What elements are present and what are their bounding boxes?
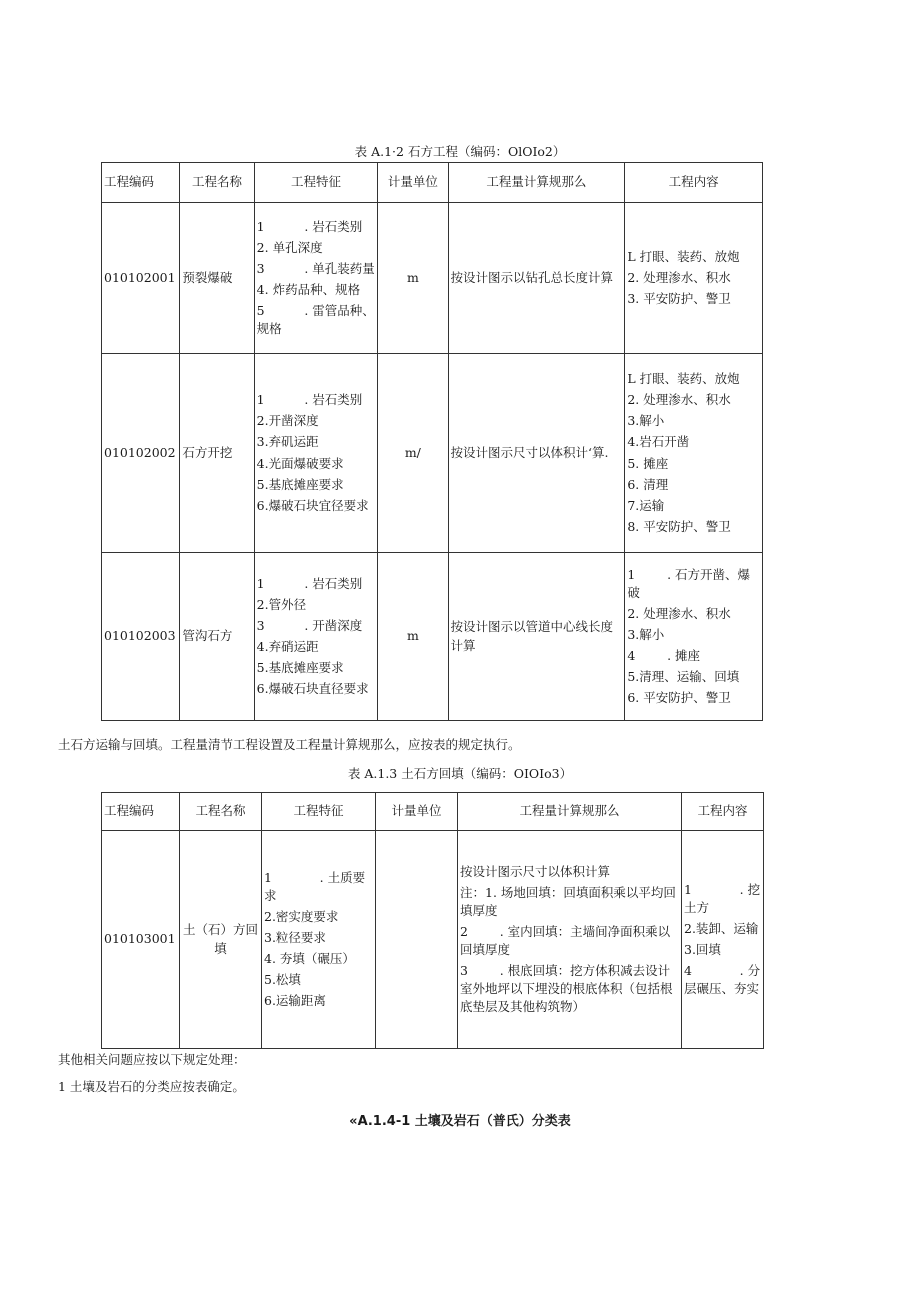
content-line: 3.解小: [627, 413, 665, 429]
header-features: 工程特征: [262, 793, 376, 831]
header-code: 工程编码: [102, 163, 180, 203]
header-content: 工程内容: [682, 793, 764, 831]
item-rule: 按设计图示以管道中心线长度计算: [448, 553, 625, 721]
item-features: [254, 553, 378, 721]
content-line: 5.清理、运输、回填: [627, 669, 740, 685]
rule-line: 3 . 根底回填：挖方体积减去设计室外地坪以下埋没的根底体积（包括根底垫层及其他构筑物）: [460, 963, 673, 1015]
feature-line: 5 . 雷管品种、规格: [256, 303, 375, 337]
item-contents: [625, 553, 763, 721]
feature-line: 1 . 土质要求: [264, 869, 366, 903]
item-code: 010102002: [102, 354, 180, 553]
feature-line: 6.运输距离: [264, 993, 326, 1009]
table3-caption: «A.1.4-1 土壤及岩石（普氏）分类表: [349, 1114, 571, 1129]
feature-line: 3.粒径要求: [264, 929, 326, 945]
item-code: 010103001: [102, 831, 180, 1049]
table-row: [102, 553, 763, 721]
item-unit: m: [378, 203, 448, 354]
content-line: 7.运输: [627, 497, 665, 513]
feature-line: 5.基底摊座要求: [256, 476, 344, 492]
header-rule: 工程量计算规那么: [458, 793, 682, 831]
table-row: [102, 831, 764, 1049]
header-code: 工程编码: [102, 793, 180, 831]
stone-works-table: [101, 162, 763, 721]
content-line: 6. 清理: [627, 476, 669, 492]
table2-caption: 表 A.1.3 土石方回填（编码：OIOIo3）: [347, 766, 573, 781]
rule-line: 注：1. 场地回填：回填面积乘以平均回填厚度: [460, 884, 676, 918]
item-features: [254, 203, 378, 354]
content-line: 4.岩石开凿: [627, 434, 690, 450]
item-name: 管沟石方: [180, 553, 254, 721]
rule-line: 按设计图示尺寸以体积计算: [460, 863, 611, 879]
backfill-table: [101, 792, 764, 1049]
content-line: 4 . 分层碾压、夯实: [684, 963, 761, 997]
header-unit: 计量单位: [376, 793, 458, 831]
feature-line: 3.弃矶运距: [256, 434, 319, 450]
item-contents: [625, 354, 763, 553]
item-contents: [625, 203, 763, 354]
item-unit: m/: [378, 354, 448, 553]
paragraph-transport: 土石方运输与回填。工程量清节工程设置及工程量计算规那么，应按表的规定执行。: [58, 737, 521, 752]
feature-line: 4.弃硝运距: [256, 639, 319, 654]
feature-line: 3 . 开凿深度: [256, 617, 363, 633]
feature-line: 2.密实度要求: [264, 908, 339, 924]
item-name: 石方开挖: [180, 354, 254, 553]
content-line: 2.装卸、运输: [684, 920, 759, 936]
item-unit: [376, 831, 458, 1049]
item-code: 010102003: [102, 553, 180, 721]
paragraph-other-issues: 其他相关问题应按以下规定处理：: [58, 1052, 246, 1067]
content-line: 6. 平安防护、警卫: [627, 690, 731, 706]
content-line: 2. 处理渗水、积水: [627, 392, 731, 408]
content-line: 2. 处理渗水、积水: [627, 269, 731, 285]
feature-line: 6.爆破石块宜径要求: [256, 497, 369, 513]
feature-line: 2.管外径: [256, 596, 307, 612]
content-line: 2. 处理渗水、积水: [627, 605, 731, 621]
content-line: L 打眼、装药、放炮: [627, 248, 740, 264]
content-line: 8. 平安防护、警卫: [627, 518, 731, 534]
content-line: L 打眼、装药、放炮: [627, 371, 740, 386]
header-features: 工程特征: [254, 163, 378, 203]
item-name: 土（石）方回填: [180, 831, 262, 1049]
feature-line: 2. 单孔深度: [256, 239, 323, 255]
feature-line: 4.光面爆破要求: [256, 455, 344, 471]
rule-line: 2 . 室内回填：主墙间净面积乘以回填厚度: [460, 923, 671, 957]
item-rule: 按设计图示以钻孔总长度计算: [448, 203, 625, 354]
header-name: 工程名称: [180, 793, 262, 831]
feature-line: 2.开凿深度: [256, 413, 319, 429]
feature-line: 6.爆破石块直径要求: [256, 681, 369, 697]
table-row: [102, 203, 763, 354]
header-unit: 计量单位: [378, 163, 448, 203]
item-unit: m: [378, 553, 448, 721]
content-line: 4 . 摊座: [627, 648, 701, 664]
feature-line: 5.基底摊座要求: [256, 660, 344, 676]
content-line: 1 . 挖土方: [684, 881, 761, 915]
header-content: 工程内容: [625, 163, 763, 203]
header-rule: 工程量计算规那么: [448, 163, 625, 203]
item-rule: [458, 831, 682, 1049]
feature-line: 4. 炸药品种、规格: [256, 282, 361, 297]
item-features: [254, 354, 378, 553]
content-line: 3.回填: [684, 942, 721, 957]
item-contents: [682, 831, 764, 1049]
header-name: 工程名称: [180, 163, 254, 203]
item-name: 预裂爆破: [180, 203, 254, 354]
item-code: 010102001: [102, 203, 180, 354]
feature-line: 1 . 岩石类别: [256, 575, 363, 591]
item-features: [262, 831, 376, 1049]
content-line: 3.解小: [627, 626, 665, 642]
feature-line: 1 . 岩石类别: [256, 392, 363, 408]
content-line: 1 . 石方开凿、爆破: [627, 566, 751, 600]
table-row: [102, 354, 763, 553]
paragraph-soil-classification: 1 土壤及岩石的分类应按表确定。: [58, 1079, 245, 1094]
content-line: 5. 摊座: [627, 455, 669, 471]
feature-line: 4. 夯填（碾压）: [264, 951, 355, 967]
content-line: 3. 平安防护、警卫: [627, 291, 731, 307]
feature-line: 5.松填: [264, 972, 301, 988]
table1-caption: 表 A.1·2 石方工程（编码：OlOIo2）: [354, 144, 566, 159]
feature-line: 3 . 单孔装药量: [256, 260, 375, 276]
item-rule: 按设计图示尺寸以体积计‘算.: [448, 354, 625, 553]
feature-line: 1 . 岩石类别: [256, 218, 363, 234]
